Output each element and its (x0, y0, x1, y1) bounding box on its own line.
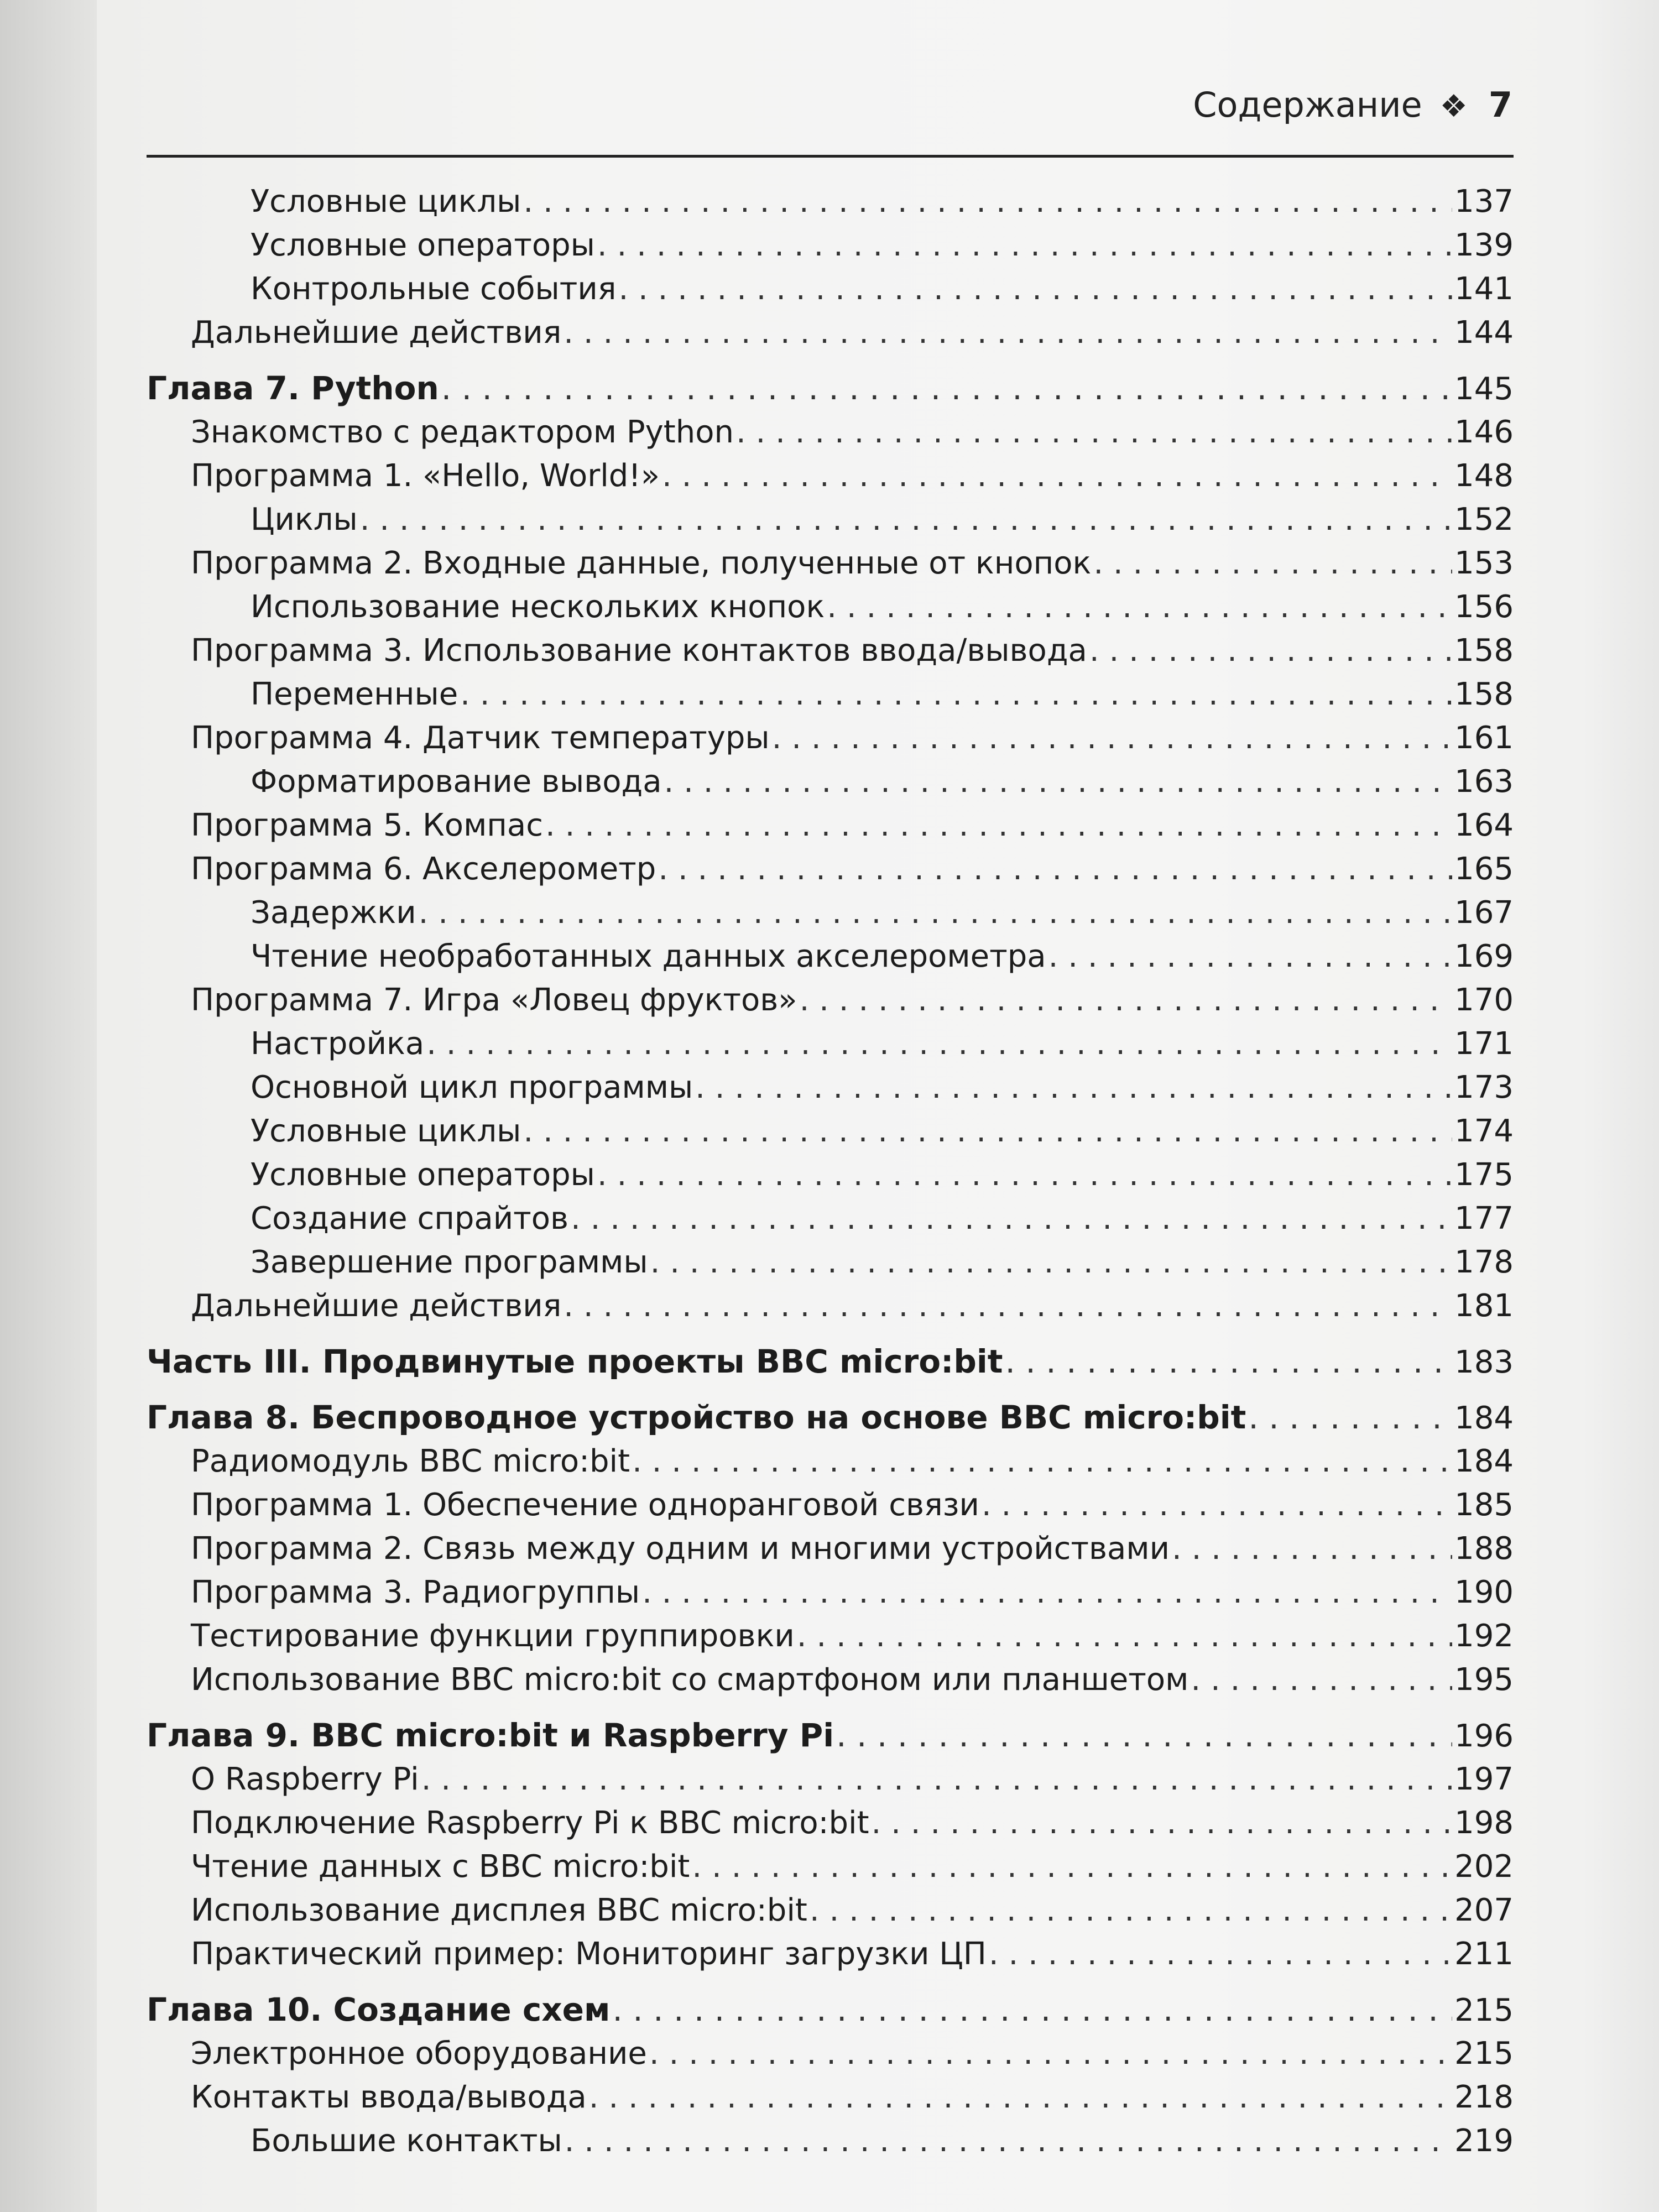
dot-leader (1048, 935, 1453, 978)
toc-entry-title: Контакты ввода/вывода (191, 2079, 587, 2115)
ornament-icon: ❖ (1439, 88, 1468, 124)
toc-entry-page: 192 (1454, 1618, 1514, 1654)
table-of-contents (147, 180, 1514, 2163)
toc-entry (147, 1658, 1514, 1702)
dot-leader (827, 585, 1452, 629)
toc-entry-page: 171 (1454, 1026, 1514, 1062)
toc-entry-title: Программа 7. Игра «Ловец фруктов» (191, 982, 797, 1018)
toc-chapter-entry (147, 1340, 1514, 1384)
toc-entry-title: Чтение данных с BBC micro:bit (191, 1849, 690, 1885)
toc-chapter-entry (147, 367, 1514, 410)
toc-entry (147, 311, 1514, 354)
dot-leader (597, 223, 1452, 267)
toc-entry-title: Электронное оборудование (191, 2036, 647, 2072)
book-page (97, 0, 1659, 2212)
dot-leader (564, 311, 1452, 354)
toc-entry (147, 716, 1514, 760)
toc-entry-page: 215 (1454, 2036, 1514, 2072)
toc-entry-page: 148 (1454, 458, 1514, 494)
toc-entry-title: Подключение Raspberry Pi к BBC micro:bit (191, 1805, 869, 1841)
toc-entry-title: Программа 3. Радиогруппы (191, 1574, 640, 1610)
dot-leader (597, 1153, 1452, 1197)
dot-leader (662, 454, 1452, 498)
dot-leader (460, 672, 1452, 716)
dot-leader (1191, 1658, 1452, 1702)
dot-leader (649, 2032, 1452, 2075)
toc-entry-title: Программа 2. Входные данные, полученные от кнопок (191, 545, 1092, 581)
toc-entry-page: 169 (1454, 938, 1514, 974)
toc-entry (147, 1022, 1514, 1066)
toc-entry-page: 178 (1454, 1244, 1514, 1280)
dot-leader (564, 1284, 1452, 1328)
toc-entry-title: Условные циклы (251, 184, 521, 220)
dot-leader (571, 1197, 1452, 1240)
header-rule (147, 155, 1514, 158)
dot-leader (658, 847, 1452, 891)
dot-leader (426, 1022, 1452, 1066)
dot-leader (692, 1845, 1452, 1888)
toc-entry-title: Циклы (251, 502, 358, 538)
toc-entry-title: Использование дисплея BBC micro:bit (191, 1892, 807, 1928)
toc-entry-page: 164 (1454, 807, 1514, 843)
toc-chapter-entry (147, 1714, 1514, 1757)
toc-entry-title: Программа 4. Датчик температуры (191, 720, 770, 756)
toc-entry-title: Практический пример: Мониторинг загрузки ЦП (191, 1936, 987, 1972)
toc-entry (147, 1240, 1514, 1284)
toc-entry-page: 188 (1454, 1531, 1514, 1567)
running-head (97, 83, 1512, 129)
toc-entry-page: 170 (1454, 982, 1514, 1018)
toc-entry (147, 498, 1514, 541)
dot-leader (989, 1932, 1452, 1976)
toc-entry (147, 804, 1514, 847)
toc-entry (147, 847, 1514, 891)
toc-entry-page: 152 (1454, 502, 1514, 538)
toc-entry-page: 181 (1454, 1288, 1514, 1324)
toc-entry-title: Дальнейшие действия (191, 1288, 562, 1324)
toc-entry (147, 541, 1514, 585)
toc-entry-page: 153 (1454, 545, 1514, 581)
dot-leader (419, 891, 1453, 935)
toc-entry-page: 158 (1454, 633, 1514, 669)
toc-entry (147, 978, 1514, 1022)
dot-leader (612, 1988, 1452, 2032)
toc-entry-title: Знакомство с редактором Python (191, 414, 734, 450)
toc-entry-title: Основной цикл программы (251, 1070, 693, 1105)
toc-entry-title: Настройка (251, 1026, 425, 1062)
toc-entry-page: 184 (1454, 1400, 1514, 1436)
toc-entry-title: Задержки (251, 895, 416, 931)
toc-entry (147, 1527, 1514, 1571)
toc-entry-page: 215 (1454, 1992, 1514, 2028)
toc-entry (147, 1614, 1514, 1658)
dot-leader (1093, 541, 1452, 585)
toc-entry (147, 410, 1514, 454)
running-head-section: Содержание (1193, 85, 1422, 125)
toc-entry-title: Условные циклы (251, 1113, 521, 1149)
toc-entry (147, 1757, 1514, 1801)
dot-leader (632, 1439, 1452, 1483)
toc-entry-title: Чтение необработанных данных акселерометра (251, 938, 1046, 974)
toc-entry-page: 145 (1454, 371, 1514, 407)
toc-entry (147, 1801, 1514, 1845)
toc-entry-title: Программа 1. Обеспечение одноранговой связи (191, 1487, 979, 1523)
toc-entry (147, 585, 1514, 629)
dot-leader (441, 367, 1452, 410)
dot-leader (1005, 1340, 1452, 1384)
dot-leader (695, 1066, 1452, 1109)
toc-entry-page: 137 (1454, 184, 1514, 220)
dot-leader (1089, 629, 1452, 672)
toc-entry-page: 219 (1454, 2123, 1514, 2159)
dot-leader (836, 1714, 1452, 1757)
toc-entry (147, 1483, 1514, 1527)
toc-entry-title: Контрольные события (251, 271, 617, 307)
toc-entry-page: 190 (1454, 1574, 1514, 1610)
toc-entry (147, 2075, 1514, 2119)
toc-entry-title: Переменные (251, 676, 458, 712)
dot-leader (797, 1614, 1452, 1658)
toc-entry (147, 1888, 1514, 1932)
toc-entry-page: 144 (1454, 315, 1514, 351)
dot-leader (800, 978, 1453, 1022)
dot-leader (1172, 1527, 1452, 1571)
toc-entry (147, 180, 1514, 223)
toc-entry-title: Программа 3. Использование контактов ввода/вывода (191, 633, 1087, 669)
toc-entry-title: Большие контакты (251, 2123, 562, 2159)
toc-entry-title: Использование BBC micro:bit со смартфоном или планшетом (191, 1662, 1189, 1698)
toc-entry-page: 218 (1454, 2079, 1514, 2115)
dot-leader (565, 2119, 1452, 2163)
toc-entry (147, 1153, 1514, 1197)
toc-entry-title: О Raspberry Pi (191, 1761, 419, 1797)
toc-entry-page: 195 (1454, 1662, 1514, 1698)
dot-leader (650, 1240, 1453, 1284)
dot-leader (664, 760, 1453, 804)
toc-entry-page: 198 (1454, 1805, 1514, 1841)
dot-leader (736, 410, 1452, 454)
toc-entry (147, 672, 1514, 716)
toc-entry-title: Программа 1. «Hello, World!» (191, 458, 660, 494)
toc-entry (147, 891, 1514, 935)
toc-entry-title: Условные операторы (251, 227, 595, 263)
toc-entry-title: Создание спрайтов (251, 1201, 568, 1237)
dot-leader (545, 804, 1452, 847)
toc-entry-page: 211 (1454, 1936, 1514, 1972)
toc-entry (147, 2119, 1514, 2163)
toc-entry-title: Тестирование функции группировки (191, 1618, 795, 1654)
toc-entry-page: 163 (1454, 764, 1514, 800)
toc-entry-title: Форматирование вывода (251, 764, 662, 800)
toc-entry-title: Радиомодуль BBC micro:bit (191, 1443, 630, 1479)
toc-entry (147, 935, 1514, 978)
toc-entry (147, 1284, 1514, 1328)
toc-entry-page: 156 (1454, 589, 1514, 625)
toc-entry-title: Глава 9. BBC micro:bit и Raspberry Pi (147, 1717, 834, 1754)
toc-entry-page: 173 (1454, 1070, 1514, 1105)
toc-entry-page: 197 (1454, 1761, 1514, 1797)
toc-entry-page: 165 (1454, 851, 1514, 887)
toc-entry-page: 141 (1454, 271, 1514, 307)
toc-entry-page: 207 (1454, 1892, 1514, 1928)
toc-entry-title: Глава 10. Создание схем (147, 1991, 611, 2028)
toc-entry-page: 174 (1454, 1113, 1514, 1149)
toc-entry-title: Программа 6. Акселерометр (191, 851, 656, 887)
toc-entry-title: Часть III. Продвинутые проекты BBC micro:bit (147, 1343, 1003, 1380)
toc-entry (147, 1066, 1514, 1109)
toc-entry-title: Программа 2. Связь между одним и многими устройствами (191, 1531, 1170, 1567)
dot-leader (642, 1571, 1452, 1614)
toc-entry (147, 629, 1514, 672)
dot-leader (982, 1483, 1452, 1527)
toc-entry-page: 185 (1454, 1487, 1514, 1523)
toc-entry (147, 1571, 1514, 1614)
toc-entry-title: Условные операторы (251, 1157, 595, 1193)
dot-leader (523, 1109, 1452, 1153)
dot-leader (872, 1801, 1453, 1845)
toc-entry (147, 454, 1514, 498)
page-gutter-shadow (0, 0, 97, 2212)
toc-chapter-entry (147, 1988, 1514, 2032)
toc-entry (147, 267, 1514, 311)
toc-entry-page: 202 (1454, 1849, 1514, 1885)
toc-chapter-entry (147, 1396, 1514, 1439)
toc-entry-title: Дальнейшие действия (191, 315, 562, 351)
running-head-page-number: 7 (1488, 85, 1512, 125)
dot-leader (421, 1757, 1452, 1801)
dot-leader (618, 267, 1452, 311)
toc-entry-page: 161 (1454, 720, 1514, 756)
toc-entry (147, 1439, 1514, 1483)
toc-entry-page: 139 (1454, 227, 1514, 263)
toc-entry (147, 1932, 1514, 1976)
dot-leader (772, 716, 1453, 760)
toc-entry-title: Глава 8. Беспроводное устройство на основе BBC micro:bit (147, 1399, 1246, 1436)
toc-entry-page: 146 (1454, 414, 1514, 450)
toc-entry-title: Программа 5. Компас (191, 807, 544, 843)
toc-entry-page: 175 (1454, 1157, 1514, 1193)
toc-entry-page: 167 (1454, 895, 1514, 931)
toc-entry-page: 158 (1454, 676, 1514, 712)
toc-entry-page: 196 (1454, 1718, 1514, 1754)
toc-entry (147, 760, 1514, 804)
dot-leader (810, 1888, 1452, 1932)
dot-leader (1248, 1396, 1452, 1439)
page-edge-shadow (1582, 0, 1659, 2212)
dot-leader (360, 498, 1452, 541)
toc-entry (147, 1845, 1514, 1888)
toc-entry-page: 184 (1454, 1443, 1514, 1479)
toc-entry (147, 223, 1514, 267)
toc-entry (147, 1109, 1514, 1153)
dot-leader (589, 2075, 1452, 2119)
toc-entry-page: 177 (1454, 1201, 1514, 1237)
toc-entry (147, 1197, 1514, 1240)
toc-entry-title: Использование нескольких кнопок (251, 589, 825, 625)
toc-entry-page: 183 (1454, 1344, 1514, 1380)
toc-entry (147, 2032, 1514, 2075)
dot-leader (523, 180, 1452, 223)
toc-entry-title: Глава 7. Python (147, 369, 439, 407)
toc-entry-title: Завершение программы (251, 1244, 648, 1280)
